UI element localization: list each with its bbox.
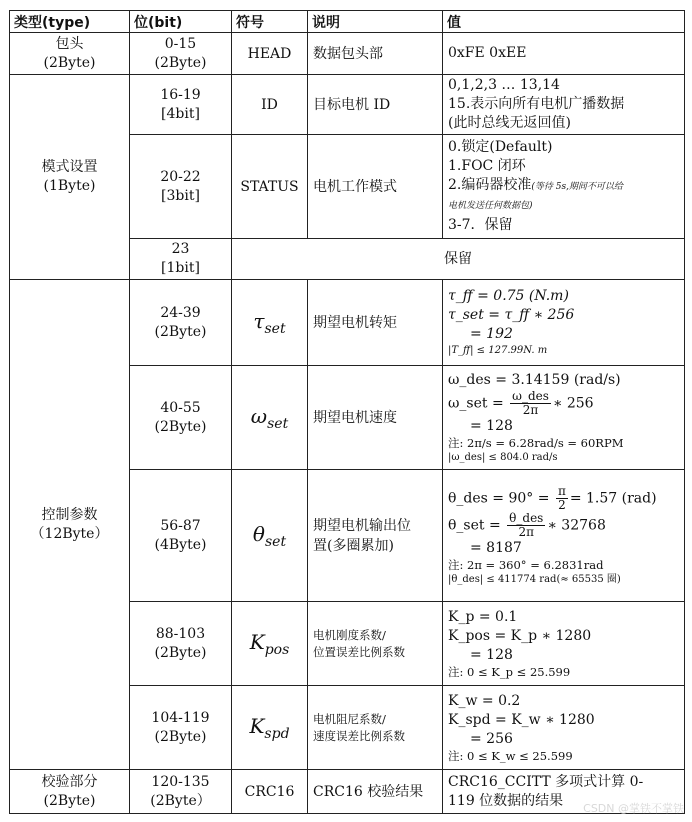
value-cell-kpos: K_p = 0.1 K_pos = K_p ∗ 1280 = 128 注: 0 ≤ K_p ≤ 25.599 [443, 602, 685, 686]
row-head [10, 33, 685, 75]
value-cell-kspd: K_w = 0.2 K_spd = K_w ∗ 1280 = 256 注: 0 ≤ K_w ≤ 25.599 [443, 686, 685, 770]
symbol-cell-status: STATUS [232, 135, 308, 239]
value-cell-position: θ_des = 90° = $\frac{\pi}{2}$ = 1.57 (rad) θ_set = $\frac{\text{θ\_des}}{2\pi}$ ∗ 32768 = 8187 注: 2π = 360° = 6.2831rad |θ_des| ≤ 411774 rad(≈ 65535 圈) [443, 470, 685, 602]
header-desc: 说明 [308, 11, 443, 33]
type-cell-control: 控制参数 （12Byte） [10, 280, 130, 770]
fraction-pi: $\frac{\pi}{2}$ [557, 483, 566, 512]
row-id [10, 75, 685, 135]
bit-cell-speed: 40-55 (2Byte) [130, 366, 232, 470]
symbol-cell-id: ID [232, 75, 308, 135]
symbol-cell-kspd: $K_{spd}$ [232, 686, 308, 770]
desc-cell-head: 数据包头部 [308, 33, 443, 75]
symbol-cell-kpos: $K_{pos}$ [232, 602, 308, 686]
fraction-omega: $\frac{\text{ω\_des}}{2\pi}$ [512, 388, 549, 417]
header-type: 类型(type) [10, 11, 130, 33]
bit-cell-kpos: 88-103 (2Byte) [130, 602, 232, 686]
symbol-cell-crc: CRC16 [232, 770, 308, 814]
protocol-table [9, 10, 685, 814]
desc-cell-status: 电机工作模式 [308, 135, 443, 239]
desc-cell-kpos: 电机刚度系数/ 位置误差比例系数 [308, 602, 443, 686]
desc-cell-id: 目标电机 ID [308, 75, 443, 135]
bit-cell-head: 0-15 (2Byte) [130, 33, 232, 75]
bit-cell-crc: 120-135 (2Byte） [130, 770, 232, 814]
bit-cell-position: 56-87 (4Byte) [130, 470, 232, 602]
bit-cell-status: 20-22 [3bit] [130, 135, 232, 239]
desc-cell-kspd: 电机阻尼系数/ 速度误差比例系数 [308, 686, 443, 770]
type-cell-mode: 模式设置 (1Byte) [10, 75, 130, 280]
desc-cell-speed: 期望电机速度 [308, 366, 443, 470]
header-row [10, 11, 685, 33]
desc-cell-crc: CRC16 校验结果 [308, 770, 443, 814]
desc-cell-torque: 期望电机转矩 [308, 280, 443, 366]
value-cell-torque: τ_ff = 0.75 (N.m) τ_set = τ_ff ∗ 256 = 192 |T_ff| ≤ 127.99N. m [443, 280, 685, 366]
symbol-cell-speed: $\omega_{set}$ [232, 366, 308, 470]
type-cell-crc: 校验部分 (2Byte) [10, 770, 130, 814]
desc-cell-position: 期望电机输出位 置(多圈累加) [308, 470, 443, 602]
symbol-cell-head: HEAD [232, 33, 308, 75]
reserved-cell: 保留 [232, 239, 685, 280]
fraction-theta: $\frac{\text{θ\_des}}{2\pi}$ [509, 510, 544, 539]
bit-cell-kspd: 104-119 (2Byte) [130, 686, 232, 770]
bit-cell-reserved: 23 [1bit] [130, 239, 232, 280]
symbol-cell-torque: $\tau_{set}$ [232, 280, 308, 366]
bit-cell-torque: 24-39 (2Byte) [130, 280, 232, 366]
value-cell-speed: ω_des = 3.14159 (rad/s) ω_set = $\frac{\text{ω\_des}}{2\pi}$ ∗ 256 = 128 注: 2π/s = 6.28rad/s = 60RPM |ω_des| ≤ 804.0 rad/s [443, 366, 685, 470]
type-cell-head: 包头 (2Byte) [10, 33, 130, 75]
symbol-cell-position: $\theta_{set}$ [232, 470, 308, 602]
header-bit: 位(bit) [130, 11, 232, 33]
header-value: 值 [443, 11, 685, 33]
value-cell-status: 0.锁定(Default) 1.FOC 闭环 2.编码器校准(等待 5s,期间不可以给 电机发送任何数据包) 3-7．保留 [443, 135, 685, 239]
row-torque [10, 280, 685, 366]
value-cell-crc: CRC16_CCITT 多项式计算 0- 119 位数据的结果 [443, 770, 685, 814]
watermark: CSDN @掌铁不掌铁 [583, 802, 684, 815]
header-symbol: 符号 [232, 11, 308, 33]
value-cell-id: 0,1,2,3 … 13,14 15.表示向所有电机广播数据 (此时总线无返回值) [443, 75, 685, 135]
value-cell-head: 0xFE 0xEE [443, 33, 685, 75]
bit-cell-id: 16-19 [4bit] [130, 75, 232, 135]
